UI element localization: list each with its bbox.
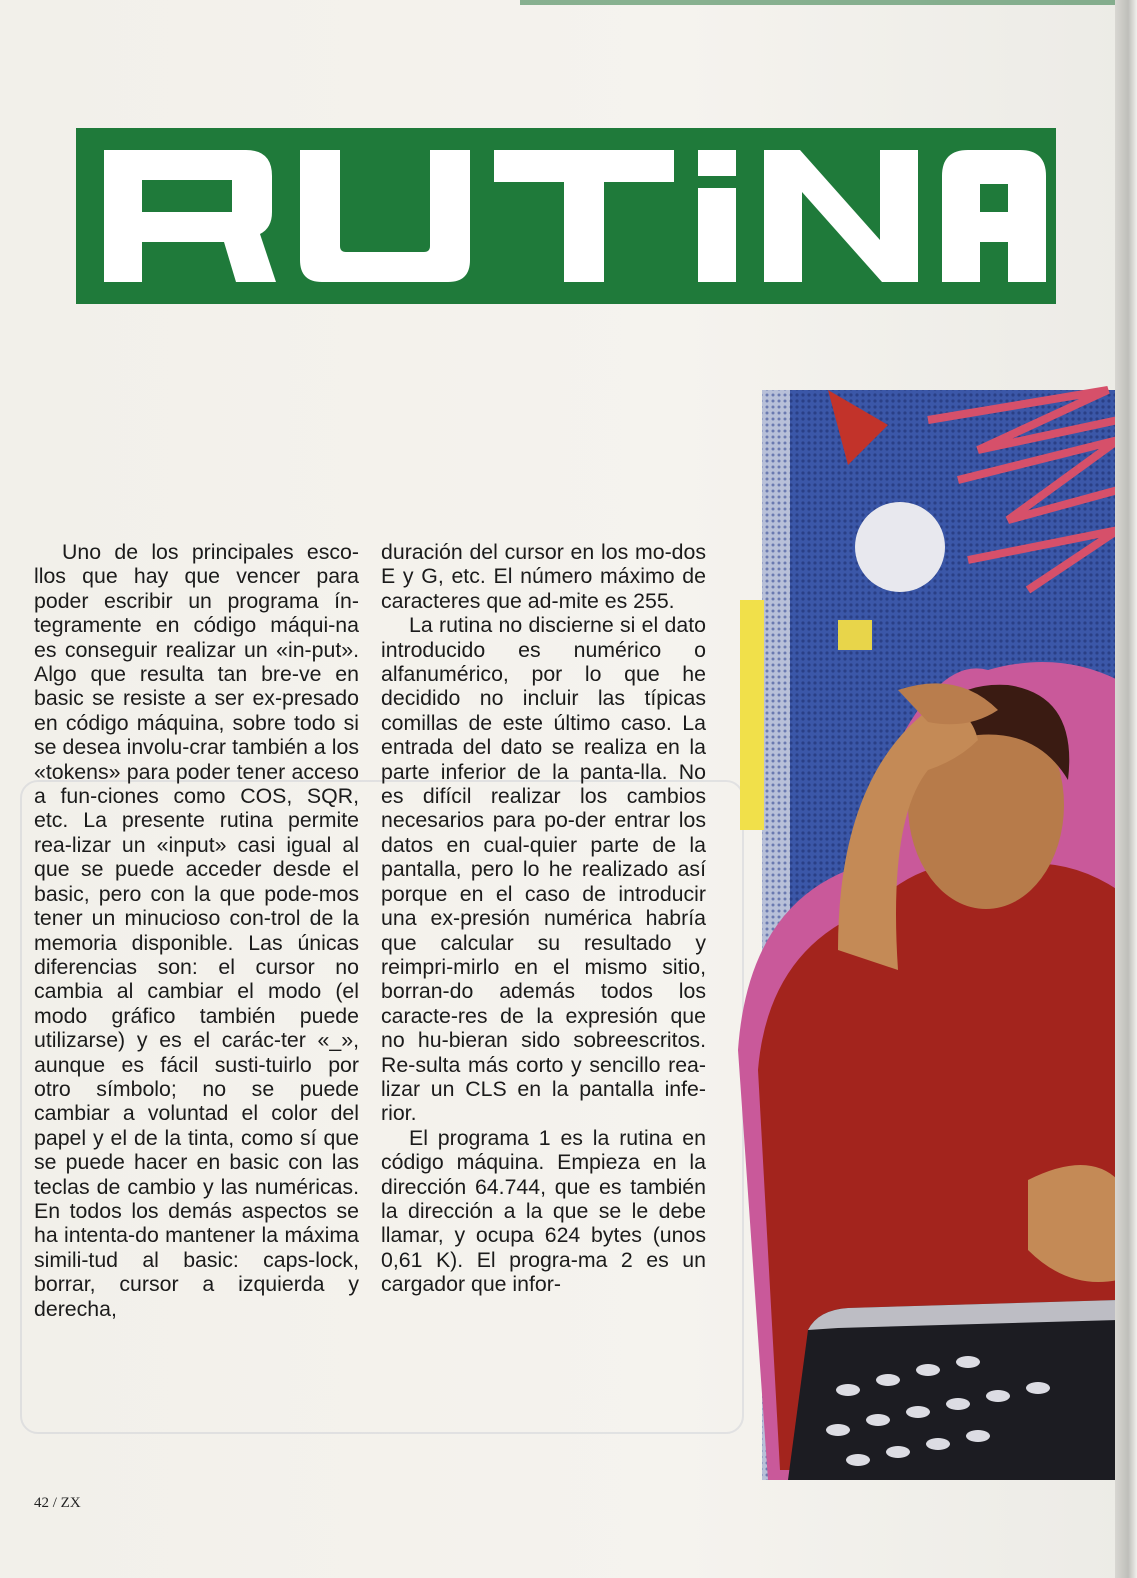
paragraph: duración del cursor en los mo-dos E y G, etc. El número máximo de caracteres que ad-mite es 255.: [381, 540, 706, 613]
body-column-1: [34, 540, 359, 1321]
page-folio: 42 / ZX: [34, 1495, 81, 1511]
paragraph: La rutina no discierne si el dato introducido es numérico o alfanumérico, por lo que he decidido no incluir las típicas comillas de este último caso. La entrada del dato se realiza en la parte inferior de la panta-lla. No es difícil realizar los cambios necesarios para po-der entrar los datos en cual-quier parte de la pantalla, pero lo he realizado así porque en el caso de introducir una ex-presión numérica habría que calcular su resultado y reimpri-mirlo en el mismo sitio, borran-do además todos los caracte-res de la expresión que no hu-bieran sido sobreescritos. Re-sulta más corto y sencillo rea-lizar un CLS en la pantalla infe-rior.: [381, 613, 706, 1126]
title-lettering: [76, 128, 1056, 304]
paragraph: El programa 1 es la rutina en código máquina. Empieza en la dirección 64.744, que es también la dirección a la que se le debe llamar, y ocupa 624 bytes (unos 0,61 K). El progra-ma 2 es un cargador que infor-: [381, 1125, 706, 1297]
body-column-2: [381, 540, 706, 1297]
paragraph: Uno de los principales esco-llos que hay que vencer para poder escribir un programa ín-tegramente en código máqui-na es conseguir realizar un «in-put». Algo que resulta tan bre-ve en basic se resiste a ser ex-presado en código máquina, sobre todo si se desea involu-crar también a los «tokens» para poder tener acceso a fun-ciones como COS, SQR, etc. La presente rutina permite rea-lizar un «input» casi igual al que se puede acceder desde el basic, pero con la que pode-mos tener un minucioso con-trol de la memoria disponible. Las únicas diferencias son: el cursor no cambia al cambiar el modo (el modo gráfico también puede utilizarse) y es el carác-ter «_», aunque es fácil susti-tuirlo por otro símbolo; no se puede cambiar a voluntad el color del papel y el de la tinta, como sí que se puede hacer en basic con las teclas de cambio y las numéricas. En todos los demás aspectos se ha intenta-do mantener la máxima simili-tud al basic: caps-lock, borrar, cursor a izquierda y derecha,: [34, 540, 359, 1321]
page-edge-shadow: [1115, 0, 1137, 1578]
illustration-man-computer: [728, 350, 1118, 1480]
top-color-strip: [520, 0, 1120, 5]
title-banner: [76, 128, 1056, 304]
